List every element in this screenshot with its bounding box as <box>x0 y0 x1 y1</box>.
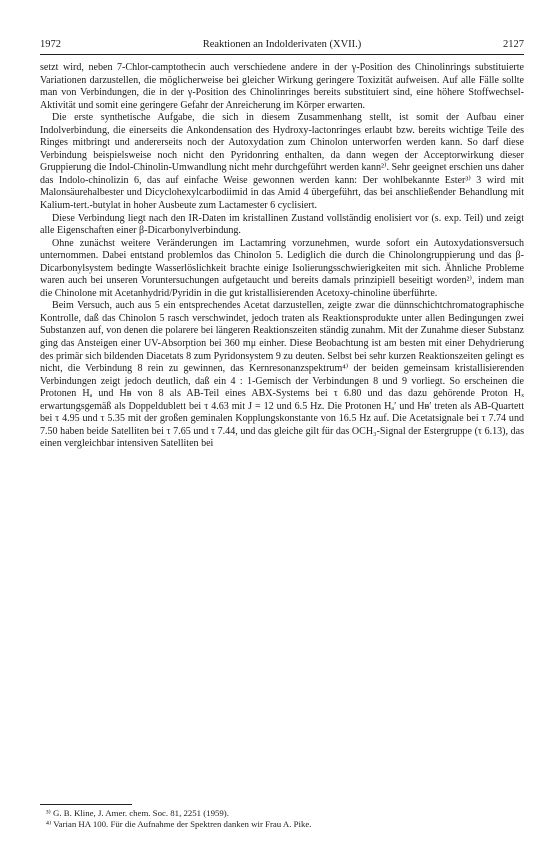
paragraph: Beim Versuch, auch aus 5 ein entsprechendes Acetat darzustellen, zeigte zwar die dünnschichtchromatographische Kontrolle, daß das Chinolon 5 rasch verschwindet, jedoch traten als Reaktionsprodukte unter allen Bedingungen zwei Substanzen auf, von denen die polarere bei längeren Reaktionszeiten ständig zunahm. Mit der Zunahme dieser Substanz ging das Ansteigen einer UV-Absorption bei 360 mμ einher. Diese Beobachtung ist am besten mit einer Dehydrierung des primär sich bildenden Diacetats 8 zum Pyridonsystem 9 zu deuten. Selbst bei sehr kurzen Reaktionszeiten gelingt es nicht, die Verbindung 8 rein zu gewinnen, das Kernresonanzspektrum⁴⁾ der beiden gemeinsam kristallisierenden Verbindungen zeigt jedoch deutlich, daß ein 4 : 1-Gemisch der Verbindungen 8 und 9 vorliegt. So erscheinen die Protonen Hₐ und Hᴃ von 8 als AB-Teil eines ABX-Systems bei τ 6.80 und das dazu gehörende Proton Hₓ erwartungsgemäß als Doppeldublett bei τ 4.63 mit J = 12 und 6.5 Hz. Die Protonen Hₐ′ und Hᴃ′ treten als AB-Quartett bei τ 4.95 und τ 5.35 mit der großen geminalen Kopplungskonstante von 16.5 Hz auf. Die Acetatsignale bei τ 7.74 und 7.50 haben beide Satelliten bei τ 7.65 und τ 7.44, und das gleiche gilt für das OCH₃-Signal der Estergruppe (τ 6.13), das einen vergleichbar intensiven Satelliten bei <box>40 300 524 450</box>
paragraph: Ohne zunächst weitere Veränderungen im Lactamring vorzunehmen, wurde sofort ein Autoxydationsversuch unternommen. Dabei entstand problemlos das Chinolon 5. Lediglich die durch die Chinolongruppierung und das β-Dicarbonylsystem bedingte Wasserlöslichkeit brachte einige Isolierungsschwierigkeiten mit sich. Ähnliche Probleme waren auch bei unseren Voruntersuchungen aufgetaucht und bereits damals prinzipiell beseitigt worden²⁾, indem man die Chinolone mit Acetanhydrid/Pyridin in die gut kristallisierenden Acetoxy-chinoline überführte. <box>40 237 524 299</box>
footnotes <box>40 804 524 830</box>
footnote: ⁴⁾ Varian HA 100. Für die Aufnahme der Spektren danken wir Frau A. Pike. <box>46 819 312 829</box>
page-number: 2127 <box>502 39 524 50</box>
header-year: 1972 <box>40 39 61 50</box>
body-text <box>40 62 524 451</box>
footnote: ³⁾ G. B. Kline, J. Amer. chem. Soc. 81, 2251 (1959). <box>46 808 229 818</box>
paragraph: Diese Verbindung liegt nach den IR-Daten im kristallinen Zustand vollständig enolisiert vor (s. exp. Teil) und zeigt alle Eigenschaften einer β-Dicarbonylverbindung. <box>40 212 524 237</box>
page <box>40 38 524 451</box>
header-title: Reaktionen an Indolderivaten (XVII.) <box>202 39 362 50</box>
footnote-rule <box>40 804 132 805</box>
paragraph: Die erste synthetische Aufgabe, die sich in diesem Zusammenhang stellt, ist somit der Aufbau einer Indolverbindung, die einerseits die Ankondensation des Hydroxy-lactonringes erlaubt bzw. bereits wichtige Teile des Ringes mitbringt und andererseits noch der Autoxydation zum Chinolon unterworfen werden kann. So darf diese Verbindung beispielsweise noch nicht den Pyridonring enthalten, da dann wegen der Acceptorwirkung dieser Gruppierung die Indol-Chinolin-Umwandlung nicht mehr durchgeführt werden kann²⁾. Sehr geeignet erschien uns daher das Indolo-chinolizin 6, das auf einfache Weise gewonnen werden kann: Der wohlbekannte Ester³⁾ 3 wird mit Malonsäurehalbester und Dicyclohexylcarbodiimid in das Amid 4 übergeführt, das bei anschließender Behandlung mit Kalium-tert.-butylat in hoher Ausbeute zum Lactamester 6 cyclisiert. <box>40 112 524 212</box>
paragraph: setzt wird, neben 7-Chlor-camptothecin auch verschiedene andere in der γ-Position des Chinolinrings substituierte Variationen darzustellen, die möglicherweise bei gleicher Wirkung geringere Toxizität aufweisen. Auf alle Fälle sollte man von Verbindungen, die in der γ-Position des Chinolinringes bereits substituiert sind, eine höhere Stoffwechsel-Aktivität und somit eine geringere Gefahr der Anreicherung im Körper erwarten. <box>40 62 524 111</box>
running-head <box>40 38 524 55</box>
